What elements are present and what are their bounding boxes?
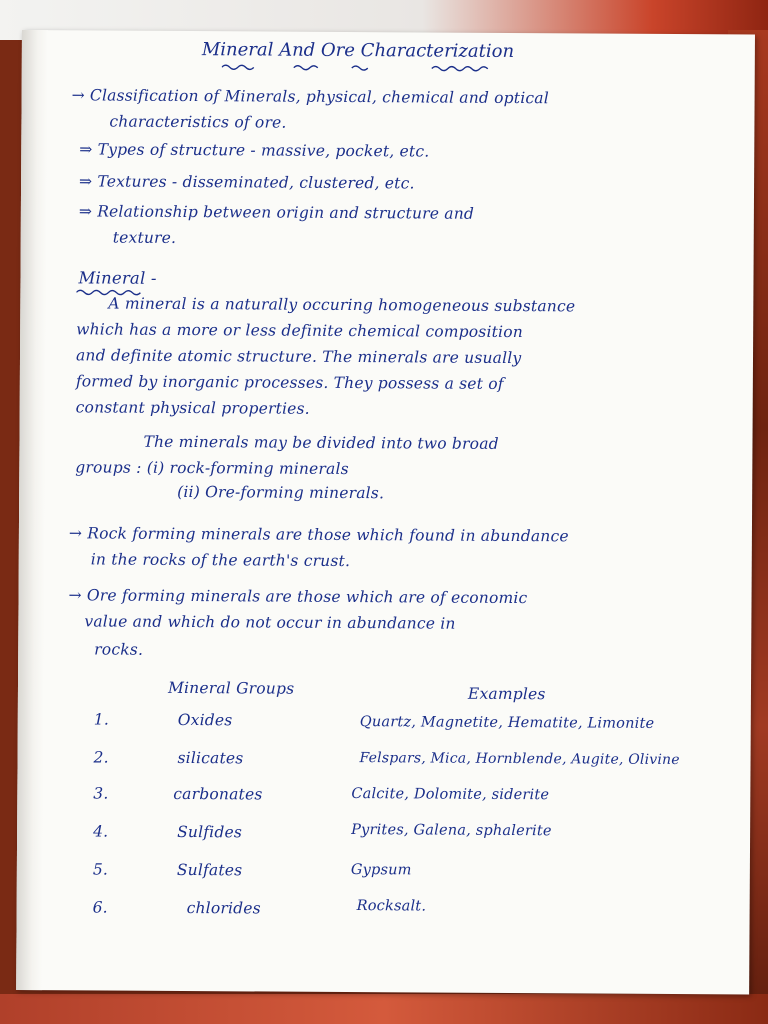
mineral-heading: Mineral - <box>78 268 157 288</box>
row-number: 1. <box>93 710 110 729</box>
intro-point-2: ⇒ Types of structure - massive, pocket, etc. <box>79 140 430 161</box>
row-examples: Rocksalt. <box>356 898 427 915</box>
background-bottom <box>0 994 768 1024</box>
ore-forming-line-2: value and which do not occur in abundance in <box>84 612 456 633</box>
row-group: silicates <box>177 748 244 768</box>
intro-point-4: ⇒ Relationship between origin and structure and <box>78 202 475 223</box>
intro-point-1: → Classification of Minerals, physical, chemical and optical <box>71 86 549 108</box>
row-examples: Pyrites, Galena, sphalerite <box>351 822 552 840</box>
rock-forming-line-1: → Rock forming minerals are those which found in abundance <box>68 524 569 546</box>
mineral-definition-line-5: constant physical properties. <box>75 398 310 418</box>
groups-intro-line-2: groups : (i) rock-forming minerals <box>75 458 349 479</box>
intro-point-4-cont: texture. <box>112 228 177 247</box>
rock-forming-line-2: in the rocks of the earth's crust. <box>90 550 351 571</box>
row-number: 5. <box>92 860 109 879</box>
row-number: 2. <box>93 748 109 767</box>
mineral-definition-line-4: formed by inorganic processes. They possess a set of <box>75 372 504 393</box>
page-binding <box>16 30 48 990</box>
intro-point-1-cont: characteristics of ore. <box>109 112 287 132</box>
page-title: Mineral And Ore Characterization <box>201 39 515 63</box>
intro-point-3: ⇒ Textures - disseminated, clustered, etc. <box>79 172 415 193</box>
row-number: 3. <box>93 784 109 803</box>
groups-intro-line-1: The minerals may be divided into two broad <box>143 432 499 453</box>
groups-intro-line-3: (ii) Ore-forming minerals. <box>177 482 385 503</box>
row-group: Sulfides <box>177 822 243 842</box>
row-examples: Gypsum <box>350 862 412 879</box>
table-header-groups: Mineral Groups <box>167 678 295 698</box>
ore-forming-line-3: rocks. <box>94 640 144 659</box>
row-examples: Calcite, Dolomite, siderite <box>351 786 550 804</box>
row-number: 6. <box>92 898 108 917</box>
mineral-definition-line-2: which has a more or less definite chemical composition <box>76 320 524 342</box>
title-underline <box>222 63 552 73</box>
row-examples: Felspars, Mica, Hornblende, Augite, Olivine <box>359 750 680 769</box>
row-number: 4. <box>93 822 109 841</box>
table-header-examples: Examples <box>467 684 546 704</box>
ore-forming-line-1: → Ore forming minerals are those which are of economic <box>68 586 528 608</box>
row-group: Sulfates <box>176 860 243 880</box>
row-examples: Quartz, Magnetite, Hematite, Limonite <box>359 714 655 732</box>
row-group: chlorides <box>186 899 261 918</box>
mineral-definition-line-3: and definite atomic structure. The minerals are usually <box>75 346 522 368</box>
row-group: Oxides <box>177 710 233 730</box>
mineral-definition-line-1: A mineral is a naturally occuring homogeneous substance <box>108 294 576 316</box>
row-group: carbonates <box>173 784 263 804</box>
notebook-page <box>16 30 755 994</box>
